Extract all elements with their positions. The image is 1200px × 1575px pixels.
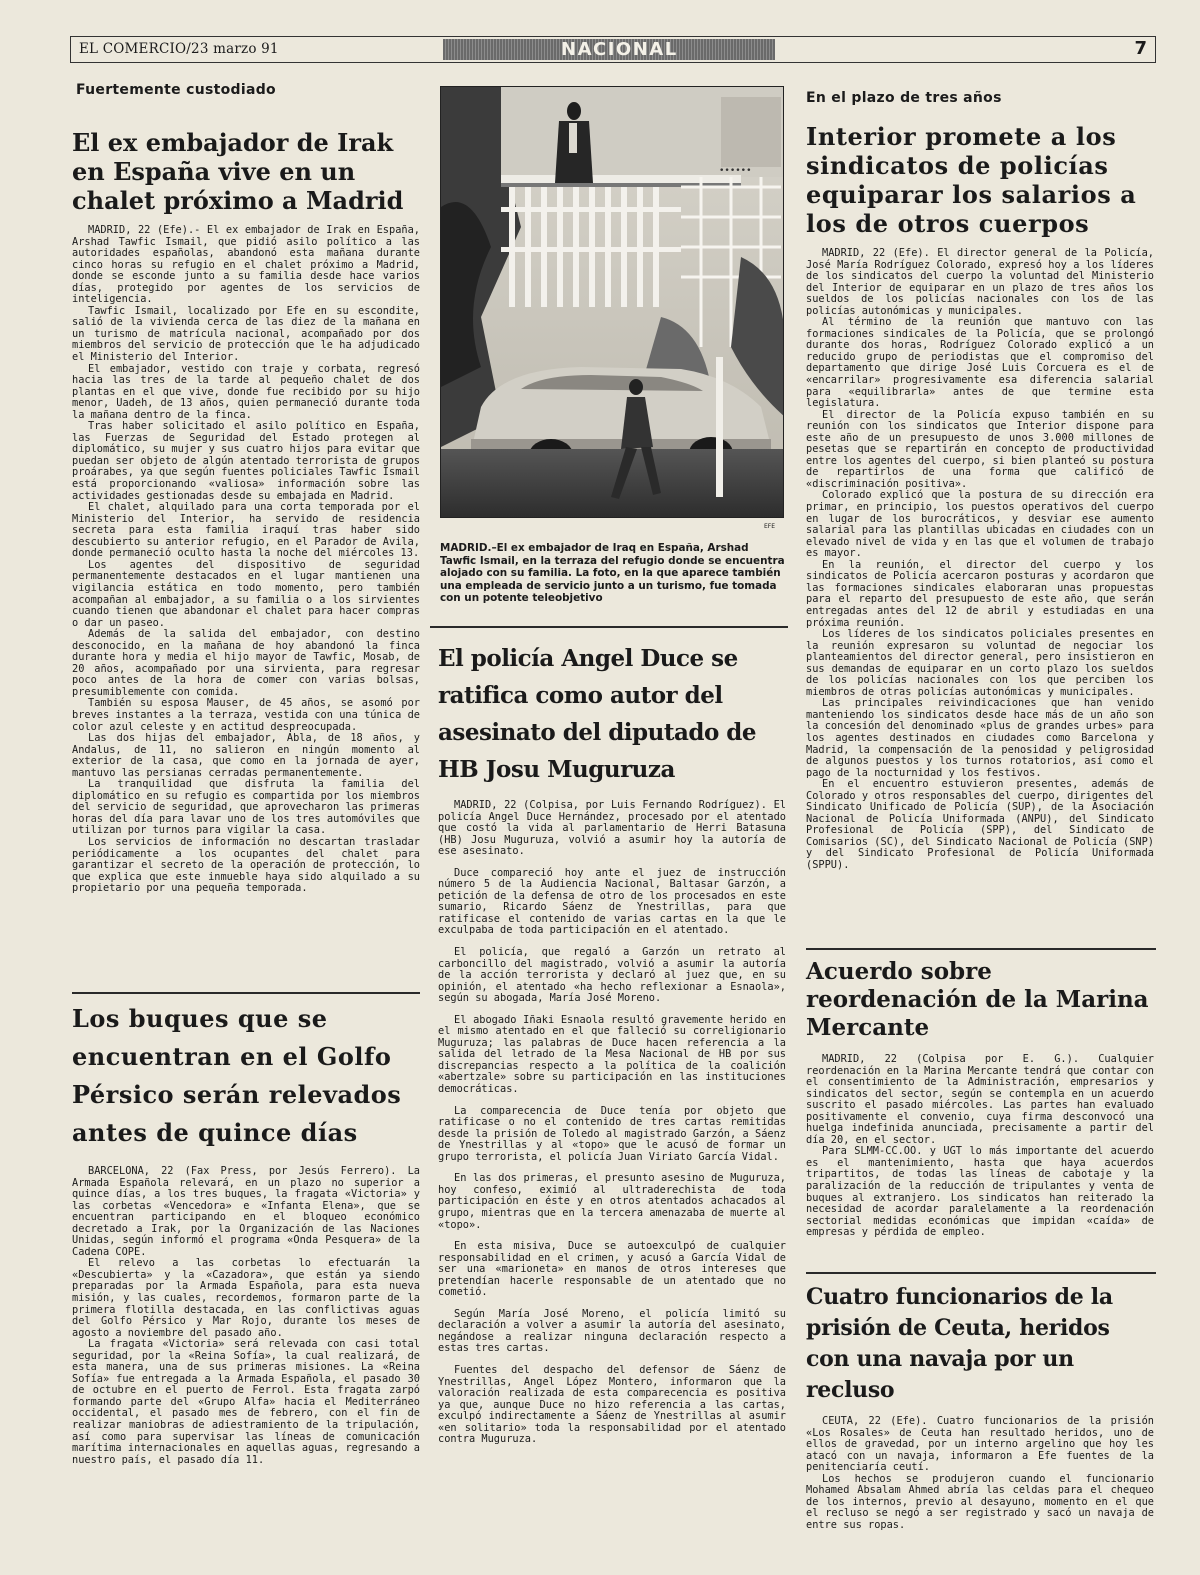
paragraph: Colorado explicó que la postura de su dirección era primar, en principio, los puestos operativos del cuerpo en lugar de los burocráticos, y desviar ese aumento salarial para las plantillas ubicadas en ciudades con un elevado nivel de vida y en las que el volumen de trabajo es mayor. xyxy=(806,489,1154,560)
article-body xyxy=(806,1054,1154,1239)
paragraph: La fragata «Victoria» será relevada con casi total seguridad, por la «Reina Sofía», la cual realizará, de esta manera, una de sus primeras misiones. La «Reina Sofía» fue entregada a la Armada Española, el pasado 30 de octubre en el puerto de Ferrol. Esta fragata zarpó formando parte del «Grupo Alfa» hacia el Mediterráneo occidental, el pasado mes de febrero, con el fin de realizar maniobras de adiestramiento de la tripulación, así como para supervisar las líneas de comunicación marítima internacionales en aquellas aguas, regresando a nuestro país, el pasado día 11. xyxy=(72,1338,420,1466)
paragraph: Las dos hijas del embajador, Abla, de 18 años, y Andalus, de 11, no salieron en ningún momento al exterior de la casa, que como en la jornada de ayer, mantuvo las persianas cerradas permanentemente. xyxy=(72,732,420,779)
paragraph: Las principales reivindicaciones que han venido manteniendo los sindicatos desde hace más de un año son la concesión del denominado «plus de grandes urbes» para los agentes destinados en ciudades como Barcelona y Madrid, la compensación de la penosidad y peligrosidad de algunos puestos y los turnos rotatorios, así como el pago de la nocturnidad y los festivos. xyxy=(806,697,1154,779)
paragraph: Tawfic Ismail, localizado por Efe en su escondite, salió de la vivienda cerca de las diez de la mañana en un turismo de matrícula nacional, acompañado por dos miembros del servicio de protección que le ha adjudicado el Ministerio del Interior. xyxy=(72,304,420,364)
headline: Acuerdo sobre reordenación de la Marina Mercante xyxy=(806,958,1149,1041)
paragraph: MADRID, 22 (Efe).- El ex embajador de Irak en España, Arshad Tawfic Ismail, que pidió asilo político a las autoridades españolas, abandonó esta mañana durante cinco horas su refugio en el chalet próximo a Madrid, donde se esconde junto a su familia desde hace varios días, protegido por agentes de los servicios de inteligencia. xyxy=(72,224,420,306)
kicker: En el plazo de tres años xyxy=(806,90,1002,106)
paragraph: CEUTA, 22 (Efe). Cuatro funcionarios de la prisión «Los Rosales» de Ceuta han resultado heridos, uno de ellos de gravedad, por un interno argelino que hoy les atacó con un navaja, informaron a Efe fuentes de la penitenciaría ceutí. xyxy=(806,1415,1154,1474)
paragraph: Según María José Moreno, el policía limitó su declaración a volver a asumir la autoría del asesinato, negándose a realizar ninguna declaración respecto a estas tres cartas. xyxy=(438,1307,786,1355)
kicker: Fuertemente custodiado xyxy=(76,82,276,98)
masthead xyxy=(70,36,1156,63)
section-banner xyxy=(443,39,775,60)
paragraph: MADRID, 22 (Colpisa, por Luis Fernando Rodríguez). El policía Angel Duce Hernández, procesado por el atentado que costó la vida al parlamentario de Herri Batasuna (HB) Josu Muguruza, volvió a asumir hoy la autoría de ese asesinato. xyxy=(438,799,786,858)
paragraph: Además de la salida del embajador, con destino desconocido, en la mañana de hoy abandonó la finca durante hora y media el hijo mayor de Tawfic, Mosab, de 20 años, acompañado por una sirvienta, para regresar poco antes de la hora de comer con varias bolsas, presumiblemente con comida. xyxy=(72,628,420,698)
headline: Cuatro funcionarios de la prisión de Ceuta, heridos con una navaja por un recluso xyxy=(806,1284,1113,1403)
paragraph: En la reunión, el director del cuerpo y los sindicatos de Policía acercaron posturas y acordaron que las formaciones sindicales elaboraran unas propuestas para el reparto del presupuesto de este año, que serán entregadas antes del 12 de abril y estudiadas en una próxima reunión. xyxy=(806,558,1154,629)
photo-caption-block xyxy=(440,542,785,605)
article-interior xyxy=(806,90,1154,872)
article-body xyxy=(72,1166,420,1466)
photo-caption: MADRID.–El ex embajador de Iraq en España, Arshad Tawfic Ismail, en la terraza del refugio donde se encuentra alojado con su familia. La foto, en la que aparece también una empleada de servicio junto a un turismo, fue tomada con un potente teleobjetivo xyxy=(440,542,785,605)
paragraph: El chalet, alquilado para una corta temporada por el Ministerio del Interior, ha servido de residencia secreta para esta familia iraquí tras haber sido descubierto su anterior refugio, en el Parador de Avila, donde permaneció oculto hasta la noche del miércoles 13. xyxy=(72,501,420,560)
article-buques xyxy=(72,1000,420,1466)
paragraph: El director de la Policía expuso también en su reunión con los sindicatos que Interior dispone para este año de un presupuesto de unos 3.000 millones de pesetas que se repartirán en concepto de productividad entre los agentes del cuerpo, si bien planteó su postura de repartirlos de una forma que calificó de «discriminación positiva». xyxy=(806,408,1154,490)
paragraph: Tras haber solicitado el asilo político en España, las Fuerzas de Seguridad del Estado protegen al diplomático, su mujer y sus cuatro hijos para evitar que puedan ser objeto de algún atentado terrorista de grupos proárabes, ya que según fuentes policiales Tawfic Ismail está proporcionando «valiosa» información sobre las actividades gestionadas desde su embajada en Madrid. xyxy=(72,420,420,502)
photo-illustration xyxy=(441,87,784,518)
paragraph: En el encuentro estuvieron presentes, además de Colorado y otros responsables del cuerpo, dirigentes del Sindicato Unificado de Policía (SUP), de la Asociación Nacional de Policía Uniformada (ANPU), del Sindicato Profesional de Policía (SPP), del Sindicato de Comisarios (SC), del Sindicato Nacional de Policía (SNP) y del Sindicato Profesional de Policía Uniformada (SPPU). xyxy=(806,778,1154,871)
headline: Interior promete a los sindicatos de policías equiparar los salarios a los de otros cuerpos xyxy=(806,122,1137,238)
paragraph: El relevo a las corbetas lo efectuarán la «Descubierta» y la «Cazadora», que están ya siendo preparadas por la Armada Española, para esta nueva misión, y las cuales, recordemos, formaron parte de la primera flotilla destacada, en las conflictivas aguas del Golfo Pérsico y Mar Rojo, durante los meses de agosto a noviembre del pasado año. xyxy=(72,1257,420,1339)
paragraph: La tranquilidad que disfruta la familia del diplomático en su refugio es compartida por los miembros del servicio de seguridad, que aprovecharon las primeras horas del día para lavar uno de los tres automóviles que utilizan por turnos para vigilar la casa. xyxy=(72,778,420,837)
paragraph: La comparecencia de Duce tenía por objeto que ratificase o no el contenido de tres cartas remitidas desde la prisión de Toledo al magistrado Garzón, a Sáenz de Ynestrillas y al «topo» que le acusó de formar un grupo terrorista, el policía Juan Viriato García Vidal. xyxy=(438,1104,786,1163)
headline: El ex embajador de Irak en España vive en un chalet próximo a Madrid xyxy=(72,128,404,215)
paragraph: BARCELONA, 22 (Fax Press, por Jesús Ferrero). La Armada Española relevará, en un plazo no superior a quince días, a los tres buques, la fragata «Victoria» y las corbetas «Vencedora» e «Infanta Elena», que se encuentran participando en el bloqueo económico decretado a Irak, por la Organización de las Naciones Unidas, según informó el programa «Onda Pesquera» de la Cadena COPE. xyxy=(72,1165,420,1258)
paragraph: En las dos primeras, el presunto asesino de Muguruza, hoy confeso, eximió al ultraderechista de toda participación en éste y en otros atentados achacados al grupo, mientras que en la tercera amenazaba de muerte al «topo». xyxy=(438,1172,786,1231)
paragraph: El policía, que regaló a Garzón un retrato al carboncillo del magistrado, volvió a asumir la autoría de la acción terrorista y declaró al juez que, en su opinión, el atentado «ha hecho reflexionar a Esnaola», según su abogada, María José Moreno. xyxy=(438,946,786,1005)
article-body xyxy=(806,1416,1154,1531)
paragraph: MADRID, 22 (Efe). El director general de la Policía, José María Rodríguez Colorado, expresó hoy a los líderes de los sindicatos del cuerpo la voluntad del Ministerio del Interior de equiparar en un plazo de tres años los sueldos de los policías nacionales con los de las policías autonómicas y municipales. xyxy=(806,247,1154,317)
paper-date: EL COMERCIO/23 marzo 91 xyxy=(79,41,279,57)
paragraph: Fuentes del despacho del defensor de Sáenz de Ynestrillas, Angel López Montero, informaron que la valoración realizada de esta comparecencia es positiva ya que, aunque Duce no hizo referencia a las cartas, exculpó indirectamente a Sáenz de Ynestrillas al asumir «en solitario» toda la responsabilidad por el atentado contra Muguruza. xyxy=(438,1363,786,1446)
paragraph: Los hechos se produjeron cuando el funcionario Mohamed Absalam Ahmed abría las celdas para el chequeo de los internos, previo al desayuno, momento en el que el recluso se negó a ser registrado y sacó un navaja de entre sus ropas. xyxy=(806,1472,1154,1531)
article-body xyxy=(72,225,420,895)
article-duce xyxy=(438,640,786,1456)
column-rule xyxy=(430,626,788,628)
paragraph: El abogado Iñaki Esnaola resultó gravemente herido en el mismo atentado en el que falleció su correligionario Muguruza; las palabras de Duce hacen referencia a la salida del letrado de la Mesa Nacional de HB por sus discrepancias respecto a la política de la coalición «abertzale» sobre su participación en las instituciones democráticas. xyxy=(438,1013,786,1096)
article-marina xyxy=(806,958,1154,1239)
paragraph: Los líderes de los sindicatos policiales presentes en la reunión expresaron su voluntad de negociar los planteamientos del director general, pero insistieron en sus demandas de equiparar en un corto plazo los sueldos de los policías nacionales con los que perciben los miembros de otras policías autonómicas y municipales. xyxy=(806,628,1154,698)
column-rule xyxy=(72,992,420,994)
headline: Los buques que se encuentran en el Golfo Pérsico serán relevados antes de quince días xyxy=(72,1004,402,1147)
column-rule xyxy=(806,1272,1156,1274)
headline: El policía Angel Duce se ratifica como autor del asesinato del diputado de HB Josu Muguruza xyxy=(438,645,757,783)
paragraph: Los agentes del dispositivo de seguridad permanentemente destacados en el lugar mantienen una vigilancia estática en todo momento, pero también acompañan al embajador, a su familia o a los sirvientes cuando tienen que abandonar el chalet para hacer compras o dar un paseo. xyxy=(72,558,420,629)
paragraph: Duce compareció hoy ante el juez de instrucción número 5 de la Audiencia Nacional, Baltasar Garzón, a petición de la defensa de otro de los procesados en este sumario, Ricardo Sáenz de Ynestrillas, para que ratificase el contenido de varias cartas en la que le exculpaba de toda participación en el atentado. xyxy=(438,866,786,937)
article-embajador xyxy=(72,82,420,895)
paragraph: Para SLMM-CC.OO. y UGT lo más importante del acuerdo es el mantenimiento, hasta que haya acuerdos tripartitos, de todas las líneas de cabotaje y la paralización de la reducción de tripulantes y venta de buques al extranjero. Los sindicatos han reiterado la necesidad de acordar paralelamente a la reordenación sectorial medidas económicas que impidan «caída» de empresas y pérdida de empleo. xyxy=(806,1145,1154,1239)
paragraph: El embajador, vestido con traje y corbata, regresó hacia las tres de la tarde al pequeño chalet de dos plantas en el que vive, donde fue recibido por su hijo menor, Uadeh, de 13 años, quien permaneció durante toda la mañana dentro de la finca. xyxy=(72,362,420,421)
article-body xyxy=(806,248,1154,872)
paragraph: En esta misiva, Duce se autoexculpó de cualquier responsabilidad en el crimen, y acusó a García Vidal de ser una «marioneta» en manos de otros intereses que pretendían hacerle responsable de un atentado que no cometió. xyxy=(438,1240,786,1299)
photo-embajador xyxy=(440,86,784,518)
paragraph: Los servicios de información no descartan trasladar periódicamente a los ocupantes del chalet para garantizar el secreto de la operación de protección, lo que explica que este inmueble haya sido alquilado a su propietario por una pequeña temporada. xyxy=(72,835,420,895)
photo-credit: EFE xyxy=(764,523,776,530)
paragraph: Al término de la reunión que mantuvo con las formaciones sindicales de la Policía, que se prolongó durante dos horas, Rodríguez Colorado explicó a un reducido grupo de periodistas que el compromiso del departamento que dirige José Luis Corcuera es el de «encarrilar» progresivamente esa diferencia salarial para «equilibrarla» antes de que termine esta legislatura. xyxy=(806,316,1154,410)
section-title: NACIONAL xyxy=(561,39,678,60)
page-number: 7 xyxy=(1134,38,1147,59)
column-rule xyxy=(806,948,1156,950)
paragraph: MADRID, 22 (Colpisa por E. G.). Cualquier reordenación en la Marina Mercante tendrá que contar con el consentimiento de la Administración, empresarios y sindicatos del sector, según se contempla en un acuerdo suscrito el pasado miércoles. Las partes han evaluado positivamente el convenio, cuya firma desconvocó una huelga indefinida anunciada, precisamente a partir del día 20, en el sector. xyxy=(806,1053,1154,1146)
paragraph: También su esposa Mauser, de 45 años, se asomó por breves instantes a la terraza, vestida con una túnica de color azul celeste y en actitud despreocupada. xyxy=(72,697,420,733)
svg-text:••••••: •••••• xyxy=(719,166,752,176)
article-ceuta xyxy=(806,1282,1154,1531)
article-body xyxy=(438,800,786,1446)
